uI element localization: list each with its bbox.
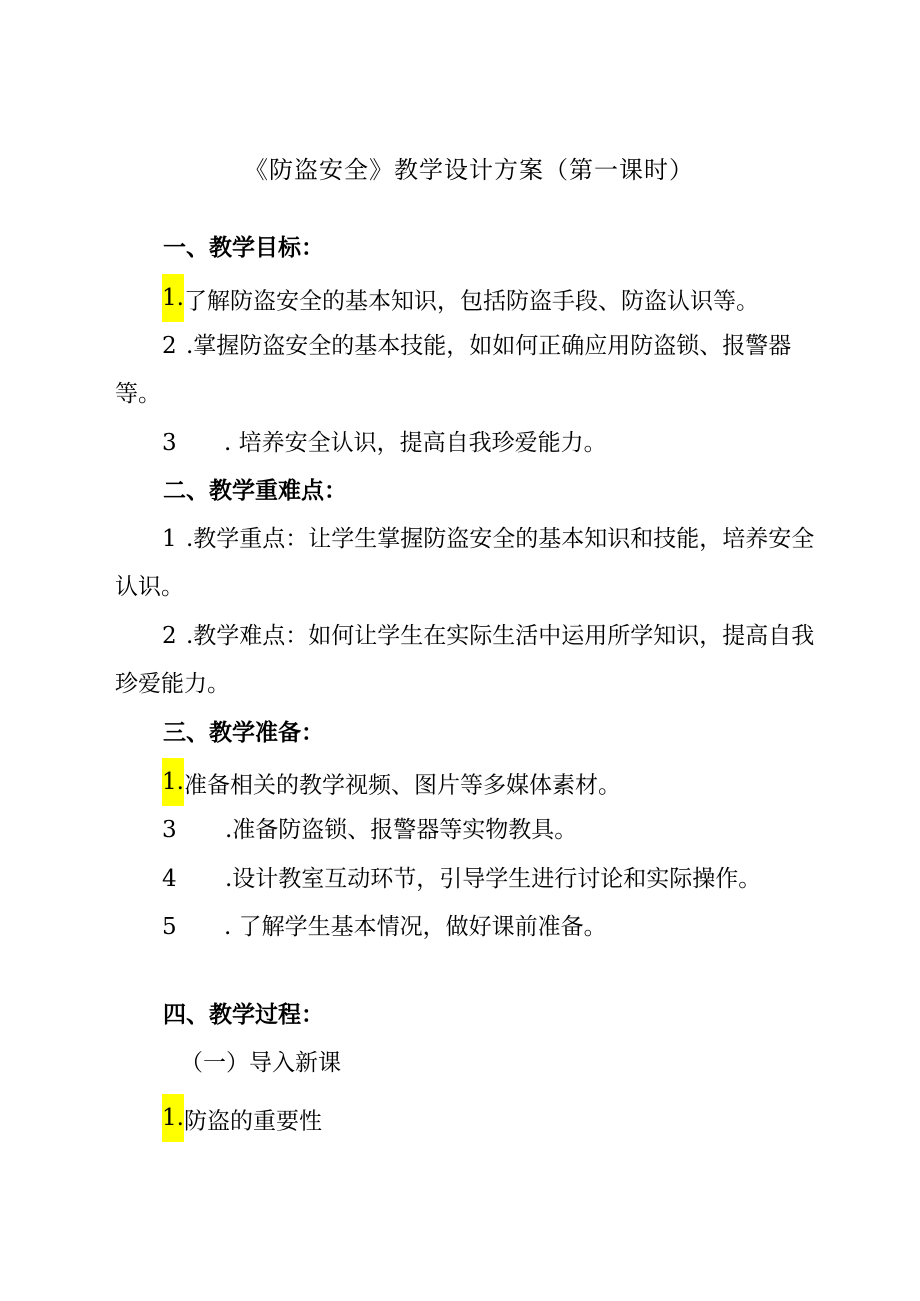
list-item-text: .准备防盗锁、报警器等实物教具。 <box>225 817 578 843</box>
list-item-text: .教学重点：让学生掌握防盗安全的基本知识和技能，培养安全 <box>186 526 815 552</box>
list-item-text: 防盗的重要性 <box>183 1108 322 1135</box>
list-item-continuation: 珍爱能力。 <box>115 671 230 697</box>
list-item <box>162 912 607 942</box>
list-item-text: . 了解学生基本情况，做好课前准备。 <box>224 914 607 940</box>
document-title: 《防盗安全》教学设计方案（第一课时） <box>244 156 694 184</box>
list-item <box>162 428 607 458</box>
list-item <box>162 524 814 554</box>
list-item <box>162 621 814 651</box>
list-number: 3 <box>162 430 177 456</box>
list-item-text: . 培养安全认识，提高自我珍爱能力。 <box>224 430 607 456</box>
list-item <box>162 815 577 845</box>
list-item-continuation: 等。 <box>115 381 161 407</box>
list-number: 2 <box>162 623 177 649</box>
list-item-text: .设计教室互动环节，引导学生进行讨论和实际操作。 <box>225 866 762 892</box>
list-item <box>162 1103 322 1133</box>
list-item-text: 了解防盗安全的基本知识，包括防盗手段、防盗认识等。 <box>183 288 759 315</box>
list-item-text: 准备相关的教学视频、图片等多媒体素材。 <box>183 772 621 799</box>
section-heading-preparation: 三、教学准备： <box>163 720 324 746</box>
section-heading-process: 四、教学过程： <box>163 1002 324 1028</box>
list-item <box>162 283 759 313</box>
list-number: 1 <box>162 526 177 552</box>
subsection-heading: （一）导入新课 <box>180 1050 341 1076</box>
list-number-highlighted: 1. <box>162 758 184 806</box>
list-number-highlighted: 1. <box>162 274 184 322</box>
list-number: 4 <box>162 866 177 892</box>
list-number: 2 <box>162 333 177 359</box>
list-item <box>162 331 791 361</box>
list-item-continuation: 认识。 <box>115 574 184 600</box>
section-heading-key-points: 二、教学重难点： <box>163 478 347 504</box>
section-heading-objectives: 一、教学目标： <box>163 235 324 261</box>
list-item <box>162 767 621 797</box>
list-number-highlighted: 1. <box>162 1094 184 1142</box>
list-item-text: .教学难点：如何让学生在实际生活中运用所学知识，提高自我 <box>186 623 815 649</box>
list-item <box>162 864 761 894</box>
list-number: 3 <box>162 817 177 843</box>
list-item-text: .掌握防盗安全的基本技能，如如何正确应用防盗锁、报警器 <box>186 333 792 359</box>
list-number: 5 <box>162 914 177 940</box>
